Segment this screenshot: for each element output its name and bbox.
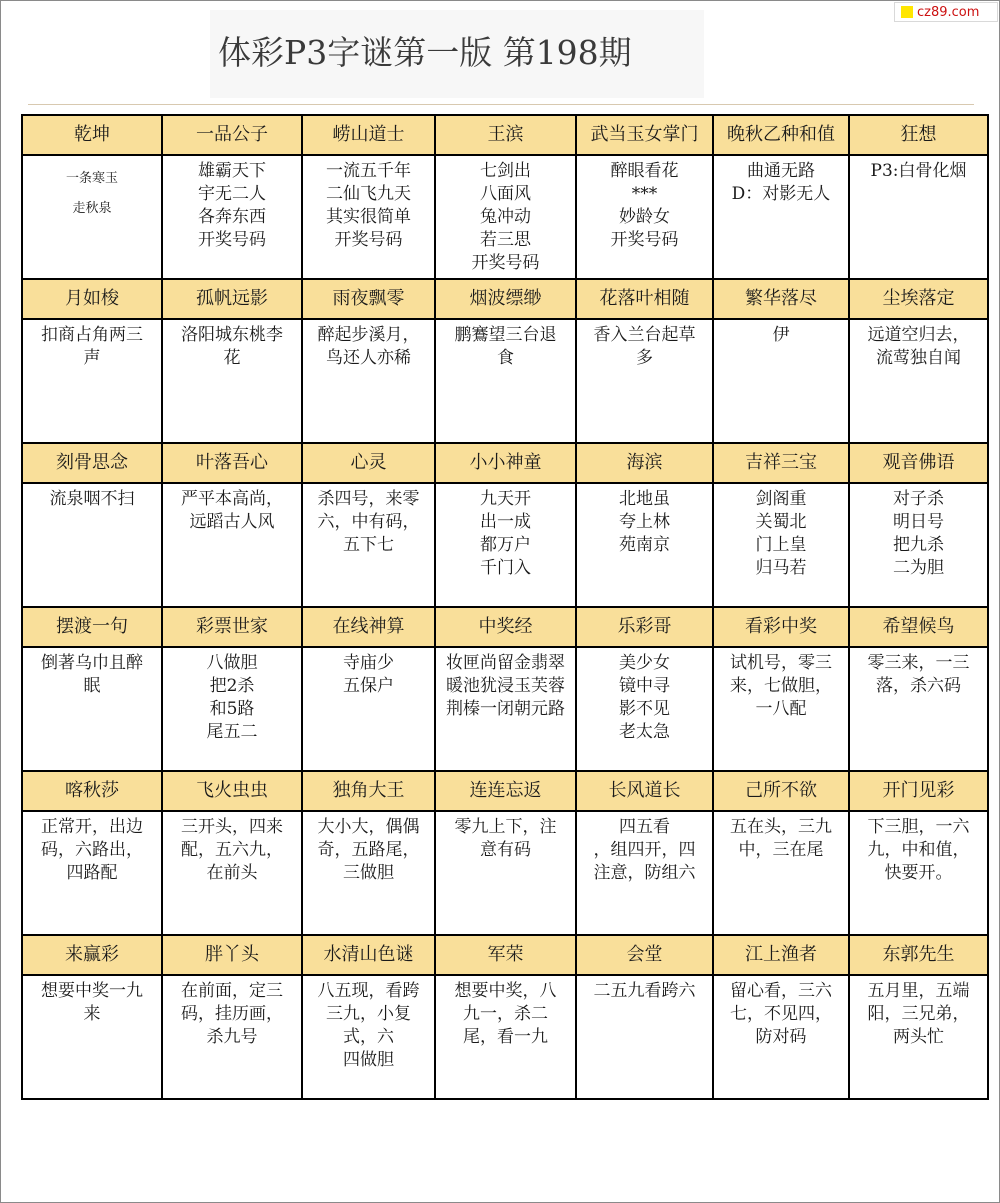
puzzle-cell (162, 647, 302, 771)
puzzle-text: 一条寒玉 走秋泉 (65, 171, 118, 216)
puzzle-text: 醉眼看花 *** 妙龄女 开奖号码 (610, 161, 679, 250)
site-watermark (894, 2, 998, 22)
content-row (22, 647, 988, 771)
puzzle-text: 杀四号，来零 六，中有码， 五下七 (317, 489, 420, 555)
author-name-cell: 东郭先生 (849, 935, 988, 975)
page-title: 体彩P3字谜第一版 第198期 (218, 33, 632, 72)
puzzle-cell (576, 975, 713, 1099)
puzzle-cell (22, 483, 162, 607)
header-row (22, 443, 988, 483)
puzzle-text: 妆匣尚留金翡翠 暖池犹浸玉芙蓉 荆榛一闭朝元路 (446, 653, 565, 719)
watermark-text: cz89.com (917, 4, 980, 20)
author-name-cell: 狂想 (849, 115, 988, 155)
puzzle-cell (162, 811, 302, 935)
puzzle-cell (302, 483, 435, 607)
puzzle-text: 五在头，三九 中，三在尾 (730, 817, 832, 860)
author-name-cell: 江上渔者 (713, 935, 849, 975)
author-name-cell: 崂山道士 (302, 115, 435, 155)
author-name-cell: 孤帆远影 (162, 279, 302, 319)
puzzle-cell (713, 647, 849, 771)
puzzle-cell (435, 483, 576, 607)
header-row (22, 771, 988, 811)
puzzle-cell (576, 319, 713, 443)
puzzle-cell (576, 647, 713, 771)
puzzle-text: 二五九看跨六 (593, 981, 696, 1001)
author-name-cell: 军荣 (435, 935, 576, 975)
puzzle-cell (576, 483, 713, 607)
puzzle-cell (849, 647, 988, 771)
author-name-cell: 乾坤 (22, 115, 162, 155)
puzzle-text: 三开头，四来 配，五六九， 在前头 (181, 817, 283, 883)
puzzle-text: 伊 (772, 325, 790, 345)
puzzle-text: 八五现，看跨 三九，小复 式，六 四做胆 (317, 981, 420, 1070)
puzzle-cell (22, 811, 162, 935)
author-name-cell: 吉祥三宝 (713, 443, 849, 483)
author-name-cell: 看彩中奖 (713, 607, 849, 647)
puzzle-text: 香入兰台起草 多 (593, 325, 696, 368)
puzzle-text: 九天开 出一成 都万户 千门入 (480, 489, 531, 578)
puzzle-cell (849, 319, 988, 443)
content-row (22, 155, 988, 279)
author-name-cell: 开门见彩 (849, 771, 988, 811)
author-name-cell: 刻骨思念 (22, 443, 162, 483)
author-name-cell: 观音佛语 (849, 443, 988, 483)
puzzle-text: 零三来，一三 落，杀六码 (867, 653, 970, 696)
puzzle-text: 醉起步溪月， 鸟还人亦稀 (317, 325, 420, 368)
puzzle-cell (849, 811, 988, 935)
puzzle-text: 曲通无路 D：对影无人 (731, 161, 831, 204)
puzzle-text: 鹏鶱望三台退 食 (454, 325, 557, 368)
puzzle-text: 雄霸天下 宇无二人 各奔东西 开奖号码 (198, 161, 266, 250)
puzzle-text: 试机号，零三 来，七做胆， 一八配 (730, 653, 832, 719)
puzzle-cell (162, 975, 302, 1099)
puzzle-cell (849, 483, 988, 607)
author-name-cell: 中奖经 (435, 607, 576, 647)
puzzle-text: 八做胆 把2杀 和5路 尾五二 (206, 653, 258, 742)
puzzle-text: 下三胆，一六 九，中和值， 快要开。 (867, 817, 970, 883)
puzzle-cell (435, 647, 576, 771)
author-name-cell: 花落叶相随 (576, 279, 713, 319)
puzzle-text: 四五看 ，组四开，四 注意，防组六 (593, 817, 696, 883)
author-name-cell: 王滨 (435, 115, 576, 155)
author-name-cell: 胖丫头 (162, 935, 302, 975)
puzzle-text: 五月里，五端 阳，三兄弟， 两头忙 (867, 981, 970, 1047)
puzzle-text: 想要中奖，八 九一，杀二 尾，看一九 (454, 981, 557, 1047)
puzzle-cell (576, 155, 713, 279)
puzzle-text: 对子杀 明日号 把九杀 二为胆 (893, 489, 944, 578)
author-name-cell: 繁华落尽 (713, 279, 849, 319)
puzzle-cell (849, 155, 988, 279)
puzzle-cell (435, 975, 576, 1099)
header-row (22, 607, 988, 647)
puzzle-text: P3:白骨化烟 (870, 161, 967, 181)
author-name-cell: 水清山色谜 (302, 935, 435, 975)
puzzle-cell (302, 319, 435, 443)
author-name-cell: 摆渡一句 (22, 607, 162, 647)
content-row (22, 319, 988, 443)
puzzle-cell (22, 155, 162, 279)
puzzle-text: 洛阳城东桃李 花 (181, 325, 283, 368)
puzzle-text: 严平本高尚， 远蹈古人风 (181, 489, 283, 532)
puzzle-cell (713, 483, 849, 607)
puzzle-text: 一流五千年 二仙飞九天 其实很简单 开奖号码 (326, 161, 411, 250)
content-row (22, 811, 988, 935)
puzzle-text: 大小大，偶偶 奇，五路尾， 三做胆 (317, 817, 420, 883)
puzzle-text: 剑阁重 关蜀北 门上皇 归马若 (755, 489, 807, 578)
puzzle-cell (162, 319, 302, 443)
logo-square-icon (901, 6, 913, 18)
author-name-cell: 小小神童 (435, 443, 576, 483)
puzzle-text: 北地虽 夸上林 苑南京 (619, 489, 670, 555)
header-row (22, 279, 988, 319)
author-name-cell: 来赢彩 (22, 935, 162, 975)
puzzle-cell (22, 975, 162, 1099)
puzzle-text: 倒著乌巾且醉 眠 (41, 653, 143, 696)
author-name-cell: 心灵 (302, 443, 435, 483)
author-name-cell: 己所不欲 (713, 771, 849, 811)
author-name-cell: 尘埃落定 (849, 279, 988, 319)
author-name-cell: 乐彩哥 (576, 607, 713, 647)
puzzle-cell (302, 647, 435, 771)
puzzle-text: 七剑出 八面风 兔冲动 若三思 开奖号码 (471, 161, 540, 273)
author-name-cell: 独角大王 (302, 771, 435, 811)
content-row (22, 975, 988, 1099)
author-name-cell: 雨夜飘零 (302, 279, 435, 319)
puzzle-cell (302, 155, 435, 279)
puzzle-cell (302, 975, 435, 1099)
puzzle-cell (162, 155, 302, 279)
puzzle-text: 留心看，三六 七，不见四， 防对码 (730, 981, 832, 1047)
puzzle-cell (302, 811, 435, 935)
puzzle-cell (849, 975, 988, 1099)
author-name-cell: 彩票世家 (162, 607, 302, 647)
puzzle-text: 扣商占角两三 声 (41, 325, 143, 368)
puzzle-cell (435, 319, 576, 443)
puzzle-text: 流泉咽不扫 (49, 489, 135, 509)
puzzle-text: 寺庙少 五保户 (343, 653, 394, 696)
puzzle-cell (162, 483, 302, 607)
author-name-cell: 飞火虫虫 (162, 771, 302, 811)
puzzle-cell (435, 811, 576, 935)
puzzle-cell (713, 319, 849, 443)
author-name-cell: 长风道长 (576, 771, 713, 811)
title-divider (28, 104, 974, 105)
puzzle-text: 美少女 镜中寻 影不见 老太急 (619, 653, 670, 742)
author-name-cell: 晚秋乙种和值 (713, 115, 849, 155)
content-row (22, 483, 988, 607)
puzzle-text: 在前面，定三 码，挂历画， 杀九号 (181, 981, 283, 1047)
author-name-cell: 会堂 (576, 935, 713, 975)
puzzle-text: 零九上下，注 意有码 (454, 817, 557, 860)
header-row (22, 115, 988, 155)
author-name-cell: 月如梭 (22, 279, 162, 319)
puzzle-cell (576, 811, 713, 935)
author-name-cell: 在线神算 (302, 607, 435, 647)
puzzle-cell (22, 319, 162, 443)
puzzle-table (21, 114, 989, 1100)
author-name-cell: 叶落吾心 (162, 443, 302, 483)
puzzle-text: 远道空归去， 流莺独自闻 (867, 325, 970, 368)
puzzle-cell (713, 155, 849, 279)
author-name-cell: 希望候鸟 (849, 607, 988, 647)
author-name-cell: 海滨 (576, 443, 713, 483)
puzzle-text: 想要中奖一九 来 (41, 981, 143, 1024)
author-name-cell: 一品公子 (162, 115, 302, 155)
author-name-cell: 武当玉女掌门 (576, 115, 713, 155)
puzzle-cell (713, 975, 849, 1099)
puzzle-text: 正常开，出边 码，六路出， 四路配 (41, 817, 143, 883)
author-name-cell: 烟波缥缈 (435, 279, 576, 319)
author-name-cell: 连连忘返 (435, 771, 576, 811)
puzzle-cell (435, 155, 576, 279)
header-row (22, 935, 988, 975)
author-name-cell: 喀秋莎 (22, 771, 162, 811)
puzzle-cell (713, 811, 849, 935)
puzzle-cell (22, 647, 162, 771)
